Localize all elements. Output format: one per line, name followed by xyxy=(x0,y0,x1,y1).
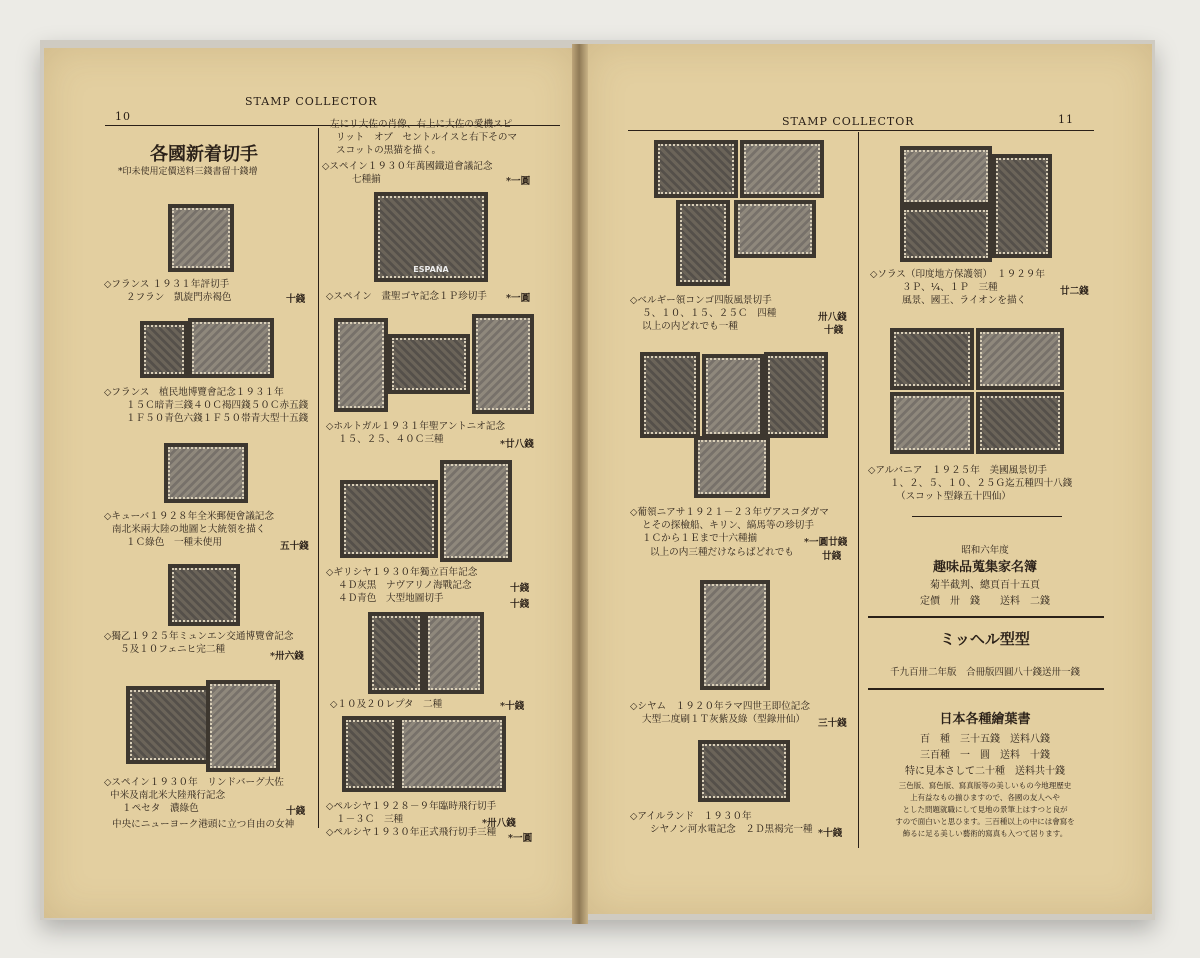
stamp-image xyxy=(734,200,816,258)
page-number-left: 10 xyxy=(115,110,131,123)
stamp-image xyxy=(206,680,280,772)
item-text: １Ｃ綠色 一種未使用 xyxy=(126,537,222,548)
item-text: １Ｆ５０青色六錢１Ｆ５０帯青大型十五錢 xyxy=(126,413,309,424)
stamp-image xyxy=(764,352,828,438)
item-text: 中央にニューヨーク港頭に立つ自由の女神 xyxy=(112,819,295,830)
item-text: ◇アルバニア １９２５年 美國風景切手 xyxy=(868,465,1048,476)
stamp-image: ESPAÑA xyxy=(374,192,488,282)
item-price: 十錢 xyxy=(286,294,306,305)
stamp-image xyxy=(890,392,974,454)
item-text: ２フラン 凱旋門赤褐色 xyxy=(126,292,232,303)
item-price: 十錢 xyxy=(286,806,306,817)
stamp-image xyxy=(740,140,824,198)
divider xyxy=(912,516,1062,517)
divider xyxy=(868,616,1104,618)
item-text: ◇ソラス（印度地方保護領） １９２９年 xyxy=(870,269,1045,280)
item-text: ３Ｐ、¼、１Ｐ 三種 xyxy=(902,282,998,293)
item-text: ◇獨乙１９２５年ミュンエン交通博覽會記念 xyxy=(104,631,294,642)
item-price: *卅八錢 xyxy=(482,818,516,829)
item-price: 卅八錢 xyxy=(818,312,847,323)
ad-text: 特に見本さして二十種 送料共十錢 xyxy=(905,766,1065,777)
stamp-image xyxy=(140,321,188,378)
stamp-image xyxy=(440,460,512,562)
item-text: １－３Ｃ 三種 xyxy=(336,814,404,825)
header-rule-right xyxy=(628,130,1094,131)
stamp-image xyxy=(700,580,770,690)
item-price: *十錢 xyxy=(500,701,525,712)
column-divider-left xyxy=(318,128,319,828)
ad-title: 日本各種繪葉書 xyxy=(939,712,1031,727)
item-price: 廿錢 xyxy=(822,551,842,562)
ad-text: 飾るに足る美しい藝術的寫真も入つて居ります。 xyxy=(902,829,1068,838)
stamp-image xyxy=(698,740,790,802)
item-price: *一圓 xyxy=(506,176,531,187)
stamp-image xyxy=(640,352,700,438)
stamp-image xyxy=(890,328,974,390)
item-text: ◇シヤム １９２０年ラマ四世王即位記念 xyxy=(630,701,810,712)
item-price: *一圓 xyxy=(506,293,531,304)
ad-title: ミッヘル型型 xyxy=(940,630,1030,648)
item-text: ４Ｄ青色 大型地圖切手 xyxy=(338,593,444,604)
item-text: ◇ホルトガル１９３１年聖アントニオ記念 xyxy=(326,421,506,432)
stamp-image xyxy=(340,480,438,558)
item-price: 五十錢 xyxy=(280,541,309,552)
item-text: 左にリ大佐の肖像、右上に大佐の愛機スピ xyxy=(330,119,513,130)
stamp-image xyxy=(168,204,234,272)
item-text: とその探檢船、キリン、縞馬等の珍切手 xyxy=(642,520,814,531)
item-price: 十錢 xyxy=(510,583,530,594)
item-text: １５、２５、４０Ｃ三種 xyxy=(338,434,444,445)
divider xyxy=(868,688,1104,690)
item-text: ◇ベルギー領コンゴ四版風景切手 xyxy=(630,295,772,306)
item-text: 大型二度刷１Ｔ灰紫及綠（型錄卅仙） xyxy=(642,714,806,725)
stamp-image xyxy=(654,140,738,198)
stamp-image xyxy=(702,354,764,438)
ad-title: 趣味品蒐集家名簿 xyxy=(932,560,1037,575)
item-text: ◇ペルシヤ１９３０年正式飛行切手三種 xyxy=(326,827,497,838)
stamp-image xyxy=(188,318,274,378)
running-header-left: STAMP COLLECTOR xyxy=(245,95,378,108)
item-price: *卅六錢 xyxy=(270,651,304,662)
item-text: 南北米兩大陸の地圖と大統領を描く xyxy=(112,524,266,535)
item-text: 以上の内三種だけならばどれでも xyxy=(650,547,794,558)
item-text: ◇アイルランド １９３０年 xyxy=(630,811,752,822)
item-text: ◇フランス 植民地博覽會記念１９３１年 xyxy=(104,387,284,398)
item-text: １ペセタ 濃綠色 xyxy=(122,803,199,814)
ad-text: とした問題就職にして見地の景筆上はすつと良が xyxy=(902,805,1068,814)
item-text: ◇フランス １９３１年評切手 xyxy=(104,279,230,290)
item-text: シヤノン河水電記念 ２Ｄ黒褐完一種 xyxy=(650,824,813,835)
stamp-image xyxy=(900,206,992,262)
item-price: 十錢 xyxy=(824,325,844,336)
stamp-image xyxy=(676,200,730,286)
stamp-image xyxy=(424,612,484,694)
item-price: *一圓 xyxy=(508,833,533,844)
item-text: ◇キューバ１９２８年全米郵便會議記念 xyxy=(104,511,274,522)
item-text: リット オブ セントルイスと右下そのマ xyxy=(336,132,518,143)
stamp-image xyxy=(976,392,1064,454)
item-text: １５Ｃ暗青三錢４０Ｃ褐四錢５０Ｃ赤五錢 xyxy=(126,400,309,411)
ad-text: 昭和六年度 xyxy=(961,545,1009,556)
stamp-image xyxy=(342,716,398,792)
item-text: （スコット型錄五十四仙） xyxy=(896,491,1011,502)
ad-text: 定價 卅 錢 送料 二錢 xyxy=(920,596,1050,607)
stamp-image xyxy=(164,443,248,503)
item-price: 廿二錢 xyxy=(1060,286,1089,297)
item-price: *十錢 xyxy=(818,828,843,839)
item-text: 風景、國王、ライオンを描く xyxy=(902,295,1027,306)
item-price: 三十錢 xyxy=(818,718,847,729)
item-text: １、２、５、１０、２５Ｇ迄五種四十八錢 xyxy=(890,478,1073,489)
stamp-image xyxy=(126,686,212,764)
stamp-image xyxy=(368,612,424,694)
book-gutter xyxy=(572,44,588,924)
stamp-image xyxy=(900,146,992,206)
item-text: 以上の内どれでも一種 xyxy=(642,321,738,332)
item-text: ◇スペイン１９３０年萬國鐵道會議記念 xyxy=(322,161,493,172)
item-text: ◇スペイン 畫聖ゴヤ記念１Ｐ珍切手 xyxy=(326,291,487,302)
item-text: ５及１０フェニヒ完二種 xyxy=(120,644,226,655)
stamp-image xyxy=(694,436,770,498)
item-text: ４Ｄ灰黒 ナヴアリノ海戰記念 xyxy=(338,580,472,591)
ad-text: すので面白いと思ひます。三百種以上の中には會寫を xyxy=(895,817,1075,826)
page-number-right: 11 xyxy=(1058,113,1074,126)
item-price: *一圓廿錢 xyxy=(804,537,848,548)
stamp-image xyxy=(976,328,1064,390)
item-text: 中米及南北米大陸飛行記念 xyxy=(110,790,226,801)
item-text: スコットの黒猫を描く。 xyxy=(336,145,442,156)
stamp-image xyxy=(398,716,506,792)
ad-text: 三色版、寫色版、寫真版等の美しいもの今地理歷史 xyxy=(898,781,1072,790)
item-price: 十錢 xyxy=(510,599,530,610)
item-text: ◇１０及２０レプタ 二種 xyxy=(330,699,443,710)
stamp-image xyxy=(168,564,240,626)
item-text: ◇葡領ニアサ１９２１－２３年ヴアスコダガマ xyxy=(630,507,829,518)
section-note: *印未使用定價送料三錢書留十錢增 xyxy=(118,167,258,177)
ad-text: 三百種 一 圓 送料 十錢 xyxy=(920,750,1050,761)
item-text: 七種揃 xyxy=(352,174,381,185)
item-text: ◇スペイン１９３０年 リンドバーグ大佐 xyxy=(104,777,284,788)
ad-text: 上有益なもの揃ひますので、各國の友人へや xyxy=(910,793,1060,802)
item-text: ５、１０、１５、２５Ｃ 四種 xyxy=(642,308,777,319)
item-text: ◇ペルシヤ１９２８－９年臨時飛行切手 xyxy=(326,801,497,812)
item-text: ◇ギリシヤ１９３０年獨立百年記念 xyxy=(326,567,478,578)
stamp-image xyxy=(992,154,1052,258)
ad-text: 菊半截判、總頁百十五頁 xyxy=(930,580,1040,591)
item-text: １Ｃから１Ｅまで十六種揃 xyxy=(642,533,758,544)
stamp-image xyxy=(334,318,388,412)
running-header-right: STAMP COLLECTOR xyxy=(782,115,915,128)
item-price: *廿八錢 xyxy=(500,439,534,450)
ad-text: 百 種 三十五錢 送料八錢 xyxy=(920,734,1050,745)
stamp-image xyxy=(388,334,470,394)
column-divider-right xyxy=(858,132,859,848)
stamp-image xyxy=(472,314,534,414)
ad-text: 千九百卅二年版 合冊版四圓八十錢送卅一錢 xyxy=(889,667,1080,678)
section-title: 各國新着切手 xyxy=(150,144,258,165)
